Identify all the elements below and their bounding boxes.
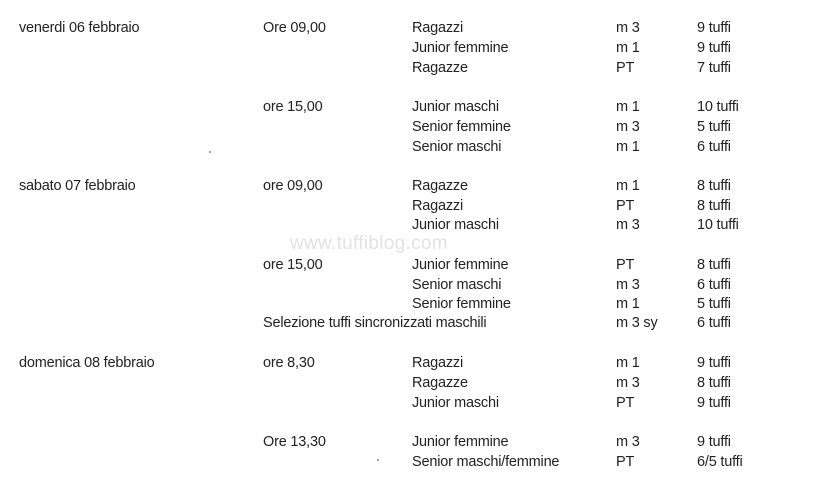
category: Senior maschi: [412, 277, 502, 293]
board-height: m 1: [616, 178, 640, 194]
category: Senior maschi: [412, 139, 502, 155]
dive-count: 5 tuffi: [697, 296, 731, 312]
dive-count: 7 tuffi: [697, 60, 731, 76]
category: Junior femmine: [412, 257, 509, 273]
dive-count: 5 tuffi: [697, 119, 731, 135]
dive-count: 10 tuffi: [697, 99, 739, 115]
dive-count: 9 tuffi: [697, 40, 731, 56]
category: Junior maschi: [412, 395, 499, 411]
category: Ragazze: [412, 178, 468, 194]
session-time: ore 15,00: [263, 257, 323, 273]
category: Senior femmine: [412, 296, 511, 312]
dive-count: 8 tuffi: [697, 198, 731, 214]
board-height: PT: [616, 198, 635, 214]
board-height: m 3 sy: [616, 315, 658, 331]
board-height: m 3: [616, 277, 640, 293]
dive-count: 9 tuffi: [697, 434, 731, 450]
category: Junior maschi: [412, 99, 499, 115]
board-height: PT: [616, 395, 635, 411]
category: Junior femmine: [412, 40, 509, 56]
category: Ragazzi: [412, 20, 463, 36]
board-height: PT: [616, 454, 635, 470]
dive-count: 9 tuffi: [697, 355, 731, 371]
board-height: m 3: [616, 119, 640, 135]
board-height: m 1: [616, 40, 640, 56]
dive-count: 6 tuffi: [697, 315, 731, 331]
dive-count: 6 tuffi: [697, 139, 731, 155]
dive-count: 10 tuffi: [697, 217, 739, 233]
day-label: venerdi 06 febbraio: [19, 20, 140, 36]
watermark: www.tuffiblog.com: [290, 233, 448, 254]
board-height: PT: [616, 60, 635, 76]
dive-count: 9 tuffi: [697, 395, 731, 411]
dive-count: 8 tuffi: [697, 178, 731, 194]
session-time: ore 09,00: [263, 178, 323, 194]
dive-count: 9 tuffi: [697, 20, 731, 36]
dive-count: 6 tuffi: [697, 277, 731, 293]
dive-count: 6/5 tuffi: [697, 454, 743, 470]
category: Ragazze: [412, 60, 468, 76]
board-height: m 1: [616, 99, 640, 115]
session-note: Selezione tuffi sincronizzati maschili: [263, 315, 487, 331]
board-height: PT: [616, 257, 635, 273]
session-time: ore 8,30: [263, 355, 315, 371]
category: Ragazzi: [412, 355, 463, 371]
session-time: ore 15,00: [263, 99, 323, 115]
day-label: sabato 07 febbraio: [19, 178, 136, 194]
category: Ragazzi: [412, 198, 463, 214]
scan-speck: [209, 151, 211, 153]
board-height: m 3: [616, 217, 640, 233]
board-height: m 1: [616, 296, 640, 312]
scan-speck: [377, 459, 379, 461]
board-height: m 3: [616, 434, 640, 450]
board-height: m 3: [616, 375, 640, 391]
dive-count: 8 tuffi: [697, 257, 731, 273]
session-time: Ore 09,00: [263, 20, 326, 36]
board-height: m 3: [616, 20, 640, 36]
board-height: m 1: [616, 355, 640, 371]
session-time: Ore 13,30: [263, 434, 326, 450]
category: Junior maschi: [412, 217, 499, 233]
board-height: m 1: [616, 139, 640, 155]
category: Senior maschi/femmine: [412, 454, 560, 470]
day-label: domenica 08 febbraio: [19, 355, 155, 371]
category: Senior femmine: [412, 119, 511, 135]
category: Junior femmine: [412, 434, 509, 450]
category: Ragazze: [412, 375, 468, 391]
dive-count: 8 tuffi: [697, 375, 731, 391]
